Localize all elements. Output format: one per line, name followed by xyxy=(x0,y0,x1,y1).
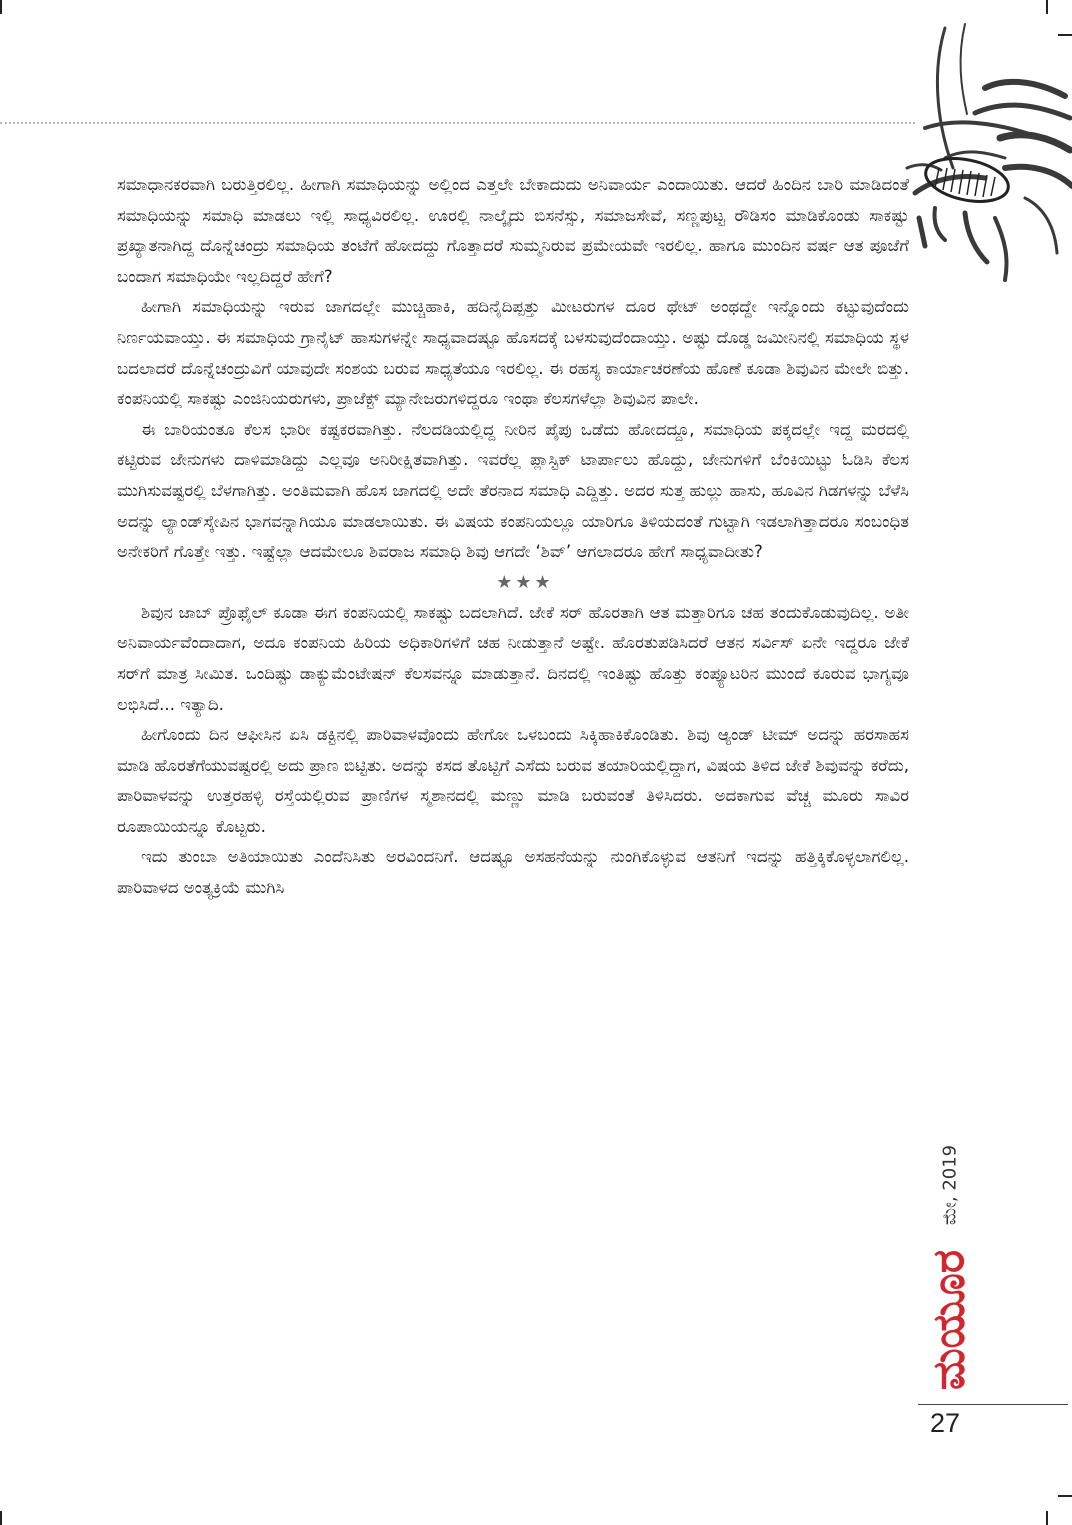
dotted-rule xyxy=(0,122,915,124)
article-body xyxy=(117,170,909,904)
article-paragraph: ಶಿವುನ ಜಾಬ್ ಪ್ರೊಫೈಲ್ ಕೂಡಾ ಈಗ ಕಂಪನಿಯಲ್ಲಿ ಸಾಕಷ್ಟು ಬದಲಾಗಿದೆ. ಜೇಕೆ ಸರ್ ಹೊರತಾಗಿ ಆತ ಮತ್ತಾರಿಗೂ ಚಹ ತಂದುಕೊಡುವುದಿಲ್ಲ. ಅತೀ ಅನಿವಾರ್ಯವೆಂದಾದಾಗ, ಅದೂ ಕಂಪನಿಯ ಹಿರಿಯ ಅಧಿಕಾರಿಗಳಿಗೆ ಚಹ ನೀಡುತ್ತಾನೆ ಅಷ್ಟೇ. ಹೊರತುಪಡಿಸಿದರೆ ಆತನ ಸರ್ವಿಸ್ ಏನೇ ಇದ್ದರೂ ಜೇಕೆ ಸರ್‌ಗೆ ಮಾತ್ರ ಸೀಮಿತ. ಒಂದಿಷ್ಟು ಡಾಕ್ಯುಮೆಂಟೇಷನ್ ಕೆಲಸವನ್ನೂ ಮಾಡುತ್ತಾನೆ. ದಿನದಲ್ಲಿ ಇಂತಿಷ್ಟು ಹೊತ್ತು ಕಂಪ್ಯೂಟರಿನ ಮುಂದೆ ಕೂರುವ ಭಾಗ್ಯವೂ ಲಭಿಸಿದೆ... ಇತ್ಯಾದಿ. xyxy=(117,602,909,714)
crop-mark-top-right xyxy=(1046,0,1048,14)
crop-mark-right-lower xyxy=(1058,1495,1072,1497)
magazine-logo xyxy=(910,1240,988,1400)
page-number: 27 xyxy=(930,1408,961,1438)
issue-date xyxy=(920,1130,980,1240)
article-paragraph: ಹೀಗೊಂದು ದಿನ ಆಫೀಸಿನ ಏಸಿ ಡಕ್ಟಿನಲ್ಲಿ ಪಾರಿವಾಳವೊಂದು ಹೇಗೋ ಒಳಬಂದು ಸಿಕ್ಕಿಹಾಕಿಕೊಂಡಿತು. ಶಿವು ಆ್ಯಂಡ್ ಟೀಮ್ ಅದನ್ನು ಹರಸಾಹಸ ಮಾಡಿ ಹೊರತೆಗೆಯುವಷ್ಟರಲ್ಲಿ ಅದು ಪ್ರಾಣ ಬಿಟ್ಟಿತು. ಅದನ್ನು ಕಸದ ತೊಟ್ಟಿಗೆ ಎಸೆದು ಬರುವ ತಯಾರಿಯಲ್ಲಿದ್ದಾಗ, ವಿಷಯ ತಿಳಿದ ಜೇಕೆ ಶಿವುವನ್ನು ಕರೆದು, ಪಾರಿವಾಳವನ್ನು ಉತ್ತರಹಳ್ಳಿ ರಸ್ತೆಯಲ್ಲಿರುವ ಪ್ರಾಣಿಗಳ ಸ್ಮಶಾನದಲ್ಲಿ ಮಣ್ಣು ಮಾಡಿ ಬರುವಂತೆ ತಿಳಿಸಿದರು. ಅದಕಾಗುವ ವೆಚ್ಚ ಮೂರು ಸಾವಿರ ರೂಪಾಯಿಯನ್ನೂ ಕೊಟ್ಟರು. xyxy=(117,725,909,836)
footer-rule xyxy=(918,1404,1068,1405)
article-paragraph: ಈ ಬಾರಿಯಂತೂ ಕೆಲಸ ಭಾರೀ ಕಷ್ಟಕರವಾಗಿತ್ತು. ನೆಲದಡಿಯಲ್ಲಿದ್ದ ನೀರಿನ ಪೈಪು ಒಡೆದು ಹೋದದ್ದೂ, ಸಮಾಧಿಯ ಪಕ್ಕದಲ್ಲೇ ಇದ್ದ ಮರದಲ್ಲಿ ಕಟ್ಟಿರುವ ಜೇನುಗಳು ದಾಳಿಮಾಡಿದ್ದು ಎಲ್ಲವೂ ಅನಿರೀಕ್ಷಿತವಾಗಿತ್ತು. ಇವರೆಲ್ಲ ಪ್ಲಾಸ್ಟಿಕ್ ಟಾರ್ಪಾಲು ಹೊದ್ದು, ಜೇನುಗಳಿಗೆ ಬೆಂಕಿಯಿಟ್ಟು ಓಡಿಸಿ ಕೆಲಸ ಮುಗಿಸುವಷ್ಟರಲ್ಲಿ ಬೆಳಗಾಗಿತ್ತು. ಅಂತಿಮವಾಗಿ ಹೊಸ ಜಾಗದಲ್ಲಿ ಅದೇ ತೆರನಾದ ಸಮಾಧಿ ಎದ್ದಿತ್ತು. ಅದರ ಸುತ್ತ ಹುಲ್ಲು ಹಾಸು, ಹೂವಿನ ಗಿಡಗಳನ್ನು ಬೆಳೆಸಿ ಅದನ್ನು ಲ್ಯಾಂಡ್‌ಸ್ಕೇಪಿನ ಭಾಗವನ್ನಾಗಿಯೂ ಮಾಡಲಾಯಿತು. ಈ ವಿಷಯ ಕಂಪನಿಯಲ್ಲೂ ಯಾರಿಗೂ ತಿಳಿಯದಂತೆ ಗುಟ್ಟಾಗಿ ಇಡಲಾಗಿತ್ತಾದರೂ ಸಂಬಂಧಿತ ಅನೇಕರಿಗೆ ಗೊತ್ತೇ ಇತ್ತು. ಇಷ್ಟೆಲ್ಲಾ ಆದಮೇಲೂ ಶಿವರಾಜ ಸಮಾಧಿ ಶಿವು ಆಗದೇ ‘ಶಿವ್’ ಆಗಲಾದರೂ ಹೇಗೆ ಸಾಧ್ಯವಾದೀತು? xyxy=(117,419,909,562)
article-paragraph: ಸಮಾಧಾನಕರವಾಗಿ ಬರುತ್ತಿರಲಿಲ್ಲ. ಹೀಗಾಗಿ ಸಮಾಧಿಯನ್ನು ಅಲ್ಲಿಂದ ಎತ್ತಲೇ ಬೇಕಾದುದು ಅನಿವಾರ್ಯ ಎಂದಾಯಿತು. ಆದರೆ ಹಿಂದಿನ ಬಾರಿ ಮಾಡಿದಂತೆ ಸಮಾಧಿಯನ್ನು ಸಮಾಧಿ ಮಾಡಲು ಇಲ್ಲಿ ಸಾಧ್ಯವಿರಲಿಲ್ಲ. ಊರಲ್ಲಿ ನಾಲ್ಕೈದು ಬಿಸನೆಸ್ಸು, ಸಮಾಜಸೇವೆ, ಸಣ್ಣಪುಟ್ಟ ರೌಡಿಸಂ ಮಾಡಿಕೊಂಡು ಸಾಕಷ್ಟು ಪ್ರಖ್ಯಾತನಾಗಿದ್ದ ದೊನ್ನೆಚಂದ್ರು ಸಮಾಧಿಯ ತಂಟೆಗೆ ಹೋದದ್ದು ಗೊತ್ತಾದರೆ ಸುಮ್ಮನಿರುವ ಪ್ರಮೇಯವೇ ಇರಲಿಲ್ಲ. ಹಾಗೂ ಮುಂದಿನ ವರ್ಷ ಆತ ಪೂಜೆಗೆ ಬಂದಾಗ ಸಮಾಧಿಯೇ ಇಲ್ಲದಿದ್ದರೆ ಹೇಗೆ? xyxy=(117,175,909,286)
article-paragraph: ಹೀಗಾಗಿ ಸಮಾಧಿಯನ್ನು ಇರುವ ಜಾಗದಲ್ಲೇ ಮುಚ್ಚಿಹಾಕಿ, ಹದಿನೈದಿಪ್ಪತ್ತು ಮೀಟರುಗಳ ದೂರ ಥೇಟ್ ಅಂಥದ್ದೇ ಇನ್ನೊಂದು ಕಟ್ಟುವುದೆಂದು ನಿರ್ಣಯವಾಯ್ತು. ಈ ಸಮಾಧಿಯ ಗ್ರಾನೈಟ್ ಹಾಸುಗಳನ್ನೇ ಸಾಧ್ಯವಾದಷ್ಟೂ ಹೊಸದಕ್ಕೆ ಬಳಸುವುದೆಂದಾಯ್ತು. ಅಷ್ಟು ದೊಡ್ಡ ಜಮೀನಿನಲ್ಲಿ ಸಮಾಧಿಯ ಸ್ಥಳ ಬದಲಾದರೆ ದೊನ್ನೆಚಂದ್ರುವಿಗೆ ಯಾವುದೇ ಸಂಶಯ ಬರುವ ಸಾಧ್ಯತೆಯೂ ಇರಲಿಲ್ಲ. ಈ ರಹಸ್ಯ ಕಾರ್ಯಾಚರಣೆಯ ಹೊಣೆ ಕೂಡಾ ಶಿವುವಿನ ಮೇಲೇ ಬಿತ್ತು. ಕಂಪನಿಯಲ್ಲಿ ಸಾಕಷ್ಟು ಎಂಜಿನಿಯರುಗಳು, ಪ್ರಾಜೆಕ್ಟ್ ಮ್ಯಾನೇಜರುಗಳಿದ್ದರೂ ಇಂಥಾ ಕೆಲಸಗಳೆಲ್ಲಾ ಶಿವುವಿನ ಪಾಲೇ. xyxy=(117,297,909,409)
ink-illustration xyxy=(905,18,1072,308)
section-separator: ★★★ xyxy=(496,571,554,593)
crop-mark-bottom-right xyxy=(1046,1511,1048,1525)
magazine-logo-text: ಮಯೂರ xyxy=(923,1249,975,1391)
article-paragraph: ಇದು ತುಂಬಾ ಅತಿಯಾಯಿತು ಎಂದೆನಿಸಿತು ಅರವಿಂದನಿಗೆ. ಆದಷ್ಟೂ ಅಸಹನೆಯನ್ನು ನುಂಗಿಕೊಳ್ಳುವ ಆತನಿಗೆ ಇದನ್ನು ಹತ್ತಿಕ್ಕಿಕೊಳ್ಳಲಾಗಲಿಲ್ಲ. ಪಾರಿವಾಳದ ಅಂತ್ಯಕ್ರಿಯೆ ಮುಗಿಸಿ xyxy=(117,847,909,898)
crop-mark-bottom-left xyxy=(0,1511,2,1525)
issue-date-text: ಮೇ, 2019 xyxy=(939,1144,961,1226)
crop-mark-top-left xyxy=(0,0,2,14)
